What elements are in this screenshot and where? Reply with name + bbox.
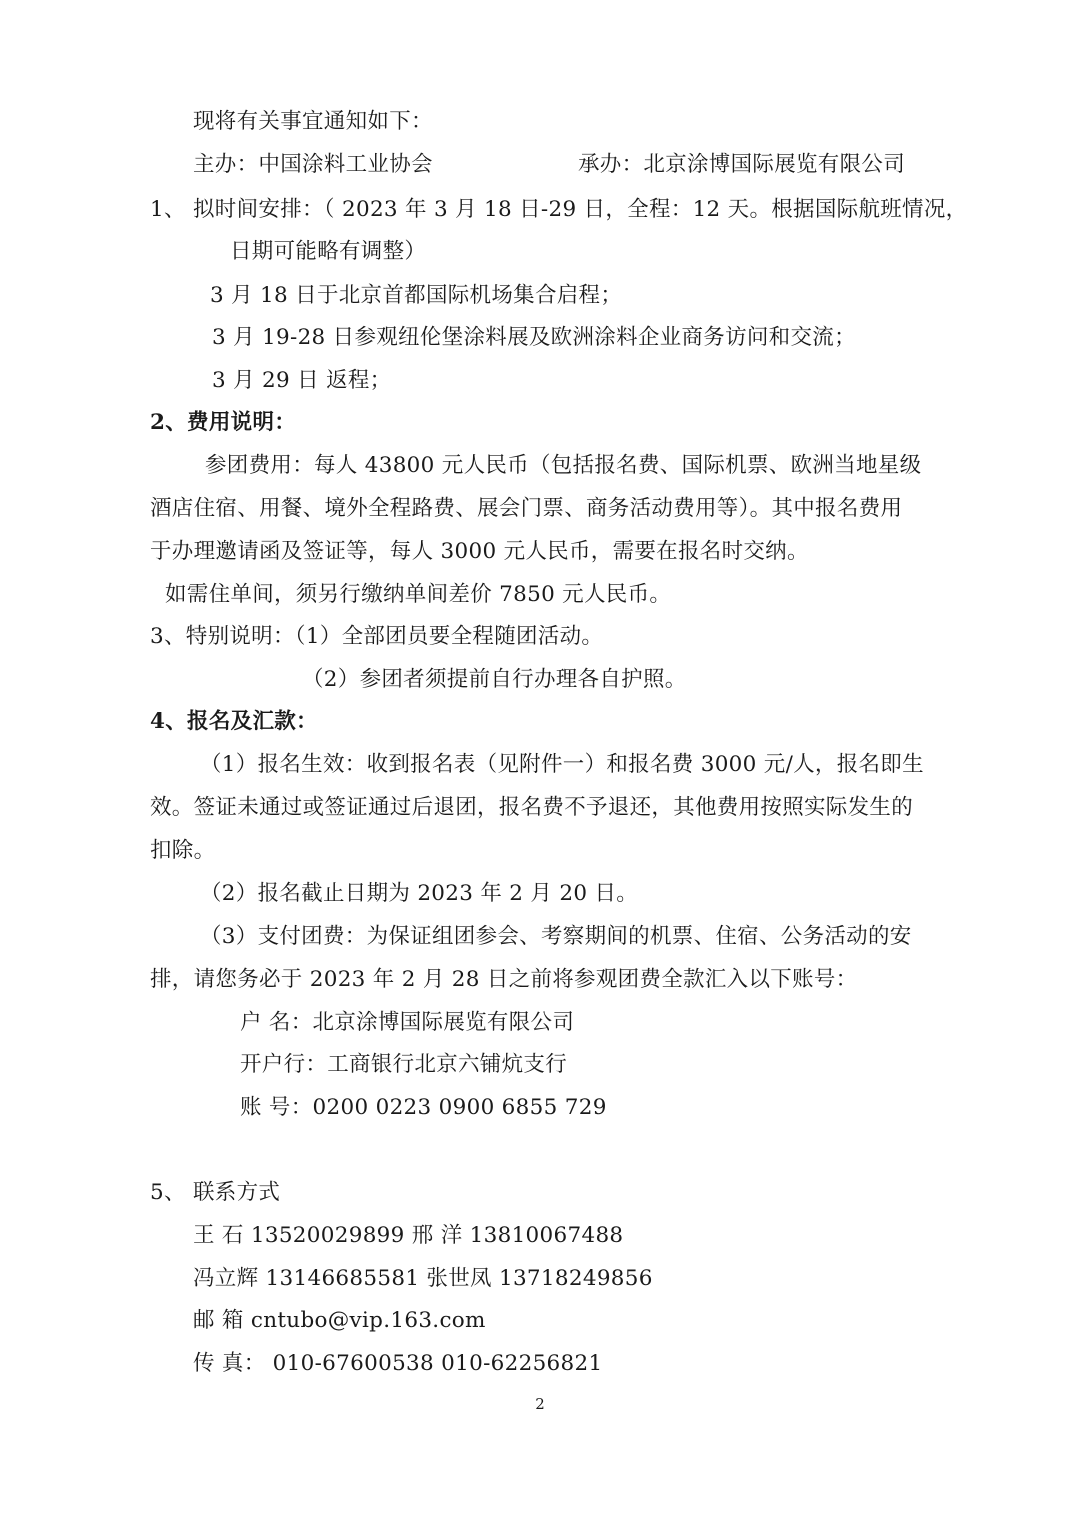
section-3-line-1: 3、特别说明：（1）全部团员要全程随团活动。 xyxy=(150,624,604,649)
page-number: 2 xyxy=(535,1395,545,1413)
payment-line: （3）支付团费：为保证组团参会、考察期间的机票、住宿、公务活动的安 xyxy=(200,924,912,949)
single-room-note: 如需住单间，须另行缴纳单间差价 7850 元人民币。 xyxy=(165,582,672,607)
email-line: 邮 箱 cntubo@vip.163.com xyxy=(193,1308,486,1333)
schedule-item: 3 月 19-28 日参观纽伦堡涂料展及欧洲涂料企业商务访问和交流； xyxy=(212,325,856,350)
section-1-line-2: 日期可能略有调整） xyxy=(230,239,427,264)
registration-line: （1）报名生效：收到报名表（见附件一）和报名费 3000 元/人，报名即生 xyxy=(200,752,924,777)
payment-line: 排，请您务必于 2023 年 2 月 28 日之前将参观团费全款汇入以下账号： xyxy=(150,967,858,992)
organizer-line: 承办：北京涂博国际展览有限公司 xyxy=(578,152,906,177)
intro-line: 现将有关事宜通知如下： xyxy=(193,109,433,134)
contact-line: 王 石 13520029899 邢 洋 13810067488 xyxy=(193,1223,624,1248)
fee-paragraph-line: 于办理邀请函及签证等，每人 3000 元人民币，需要在报名时交纳。 xyxy=(150,539,809,564)
section-5-title: 联系方式 xyxy=(193,1180,281,1205)
section-5-number: 5、 xyxy=(150,1180,186,1205)
account-number: 账 号：0200 0223 0900 6855 729 xyxy=(240,1095,607,1120)
section-1-number: 1、 xyxy=(150,197,186,222)
fax-line: 传 真： 010-67600538 010-62256821 xyxy=(193,1351,603,1376)
registration-line: 效。签证未通过或签证通过后退团，报名费不予退还，其他费用按照实际发生的 xyxy=(150,795,914,820)
fee-paragraph-line: 参团费用：每人 43800 元人民币（包括报名费、国际机票、欧洲当地星级 xyxy=(205,453,922,478)
bank-name: 开户行：工商银行北京六铺炕支行 xyxy=(240,1052,568,1077)
deadline-line: （2）报名截止日期为 2023 年 2 月 20 日。 xyxy=(200,881,639,906)
schedule-item: 3 月 29 日 返程； xyxy=(212,368,392,393)
account-name: 户 名：北京涂博国际展览有限公司 xyxy=(240,1010,575,1035)
host-line: 主办：中国涂料工业协会 xyxy=(193,152,433,177)
section-1-line-1: 拟时间安排：（ 2023 年 3 月 18 日-29 日，全程：12 天。根据国际航班情况， xyxy=(193,197,968,222)
contact-line: 冯立辉 13146685581 张世凤 13718249856 xyxy=(193,1266,653,1291)
section-4-title: 4、报名及汇款： xyxy=(150,709,318,734)
registration-line: 扣除。 xyxy=(150,838,216,863)
schedule-item: 3 月 18 日于北京首都国际机场集合启程； xyxy=(210,283,623,308)
section-3-line-2: （2）参团者须提前自行办理各自护照。 xyxy=(302,667,687,692)
section-2-title: 2、费用说明： xyxy=(150,410,297,435)
fee-paragraph-line: 酒店住宿、用餐、境外全程路费、展会门票、商务活动费用等）。其中报名费用 xyxy=(150,496,903,521)
